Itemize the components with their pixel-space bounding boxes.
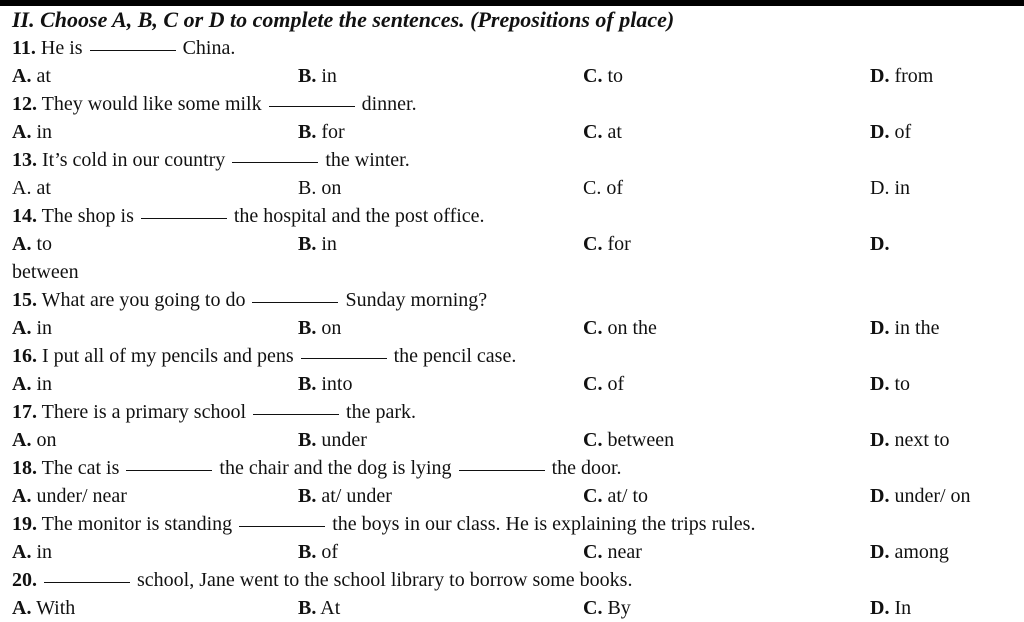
- option-letter: C.: [583, 373, 603, 395]
- option-19-c: [583, 538, 642, 566]
- option-text: to: [894, 373, 911, 395]
- option-text: at/ under: [321, 485, 392, 507]
- option-16-a: [12, 370, 52, 398]
- option-12-d: [870, 118, 911, 146]
- question-text: What are you going to do: [41, 289, 246, 311]
- option-19-d: [870, 538, 949, 566]
- option-letter: B.: [298, 317, 317, 339]
- option-letter: D.: [870, 541, 890, 563]
- option-14-c: [583, 230, 631, 258]
- question-17: [12, 398, 416, 426]
- question-12: [12, 90, 417, 118]
- option-text: In: [894, 597, 912, 619]
- option-letter: C.: [583, 65, 603, 87]
- question-text: The cat is: [41, 457, 120, 479]
- option-text: in: [36, 541, 53, 563]
- option-letter: A.: [12, 121, 32, 143]
- option-text: to: [36, 233, 53, 255]
- question-text: the park.: [346, 401, 416, 423]
- option-18-a: [12, 482, 127, 510]
- question-text: The monitor is standing: [41, 513, 233, 535]
- option-text: under: [321, 429, 367, 451]
- option-text: into: [321, 373, 353, 395]
- option-letter: A.: [12, 541, 32, 563]
- option-17-b: [298, 426, 367, 454]
- answer-blank: [44, 581, 130, 583]
- question-text: There is a primary school: [41, 401, 247, 423]
- option-letter: A.: [12, 65, 32, 87]
- option-11-d: [870, 62, 933, 90]
- question-text: the hospital and the post office.: [233, 205, 485, 227]
- option-17-d: [870, 426, 949, 454]
- option-letter: D.: [870, 485, 890, 507]
- option-text: At: [320, 597, 341, 619]
- option-19-a: [12, 538, 52, 566]
- question-20: [12, 566, 632, 594]
- option-letter: C.: [583, 233, 603, 255]
- option-16-c: [583, 370, 624, 398]
- question-text: It’s cold in our country: [42, 149, 226, 171]
- option-letter: B.: [298, 121, 317, 143]
- option-text: among: [894, 541, 949, 563]
- option-text: in the: [894, 317, 940, 339]
- option-text: in: [321, 233, 337, 255]
- option-letter: B.: [298, 541, 317, 563]
- answer-blank: [269, 105, 355, 107]
- option-letter: B.: [298, 485, 317, 507]
- option-14-b: [298, 230, 337, 258]
- option-text: With: [36, 597, 76, 619]
- option-18-d: [870, 482, 971, 510]
- answer-blank: [126, 469, 212, 471]
- question-11: [12, 34, 235, 62]
- question-text: the winter.: [325, 149, 410, 171]
- option-11-c: [583, 62, 623, 90]
- question-text: school, Jane went to the school library to borrow some books.: [137, 569, 633, 591]
- question-text: dinner.: [361, 93, 417, 115]
- option-13-d: [870, 174, 910, 202]
- option-12-c: [583, 118, 622, 146]
- question-text: He is: [40, 37, 83, 59]
- option-20-a: [12, 594, 75, 622]
- option-text: of: [321, 541, 339, 563]
- option-17-c: [583, 426, 674, 454]
- option-text: next to: [894, 429, 950, 451]
- question-number: 19.: [12, 513, 37, 535]
- option-letter: C.: [583, 177, 602, 199]
- option-text: under/ on: [894, 485, 971, 507]
- top-border: [0, 0, 1024, 6]
- option-15-a: [12, 314, 52, 342]
- exercise-title: II. Choose A, B, C or D to complete the sentences. (Prepositions of place): [12, 7, 675, 32]
- option-letter: A.: [12, 317, 32, 339]
- question-text: China.: [182, 37, 236, 59]
- option-text: at: [607, 121, 622, 143]
- option-20-d: [870, 594, 911, 622]
- option-letter: D.: [870, 317, 890, 339]
- option-text: on: [321, 177, 342, 199]
- question-number: 13.: [12, 149, 37, 171]
- option-text: on the: [607, 317, 657, 339]
- option-18-c: [583, 482, 648, 510]
- option-letter: A.: [12, 177, 32, 199]
- option-19-b: [298, 538, 338, 566]
- option-letter: C.: [583, 597, 603, 619]
- option-text: at: [36, 177, 51, 199]
- option-letter: B.: [298, 65, 317, 87]
- question-text: the boys in our class. He is explaining the trips rules.: [332, 513, 756, 535]
- option-12-b: [298, 118, 345, 146]
- question-number: 20.: [12, 569, 37, 591]
- option-letter: A.: [12, 233, 32, 255]
- option-text: in: [321, 65, 337, 87]
- option-letter: D.: [870, 177, 890, 199]
- option-text: between: [607, 429, 675, 451]
- option-letter: C.: [583, 541, 603, 563]
- option-text: near: [607, 541, 642, 563]
- option-letter: B.: [298, 177, 317, 199]
- answer-blank: [239, 525, 325, 527]
- question-text: the pencil case.: [393, 345, 517, 367]
- question-19: [12, 510, 755, 538]
- option-text: for: [607, 233, 631, 255]
- option-letter: D.: [870, 429, 890, 451]
- option-20-c: [583, 594, 631, 622]
- option-17-a: [12, 426, 56, 454]
- question-15: [12, 286, 487, 314]
- question-number: 11.: [12, 37, 36, 59]
- option-text: at: [36, 65, 51, 87]
- option-11-b: [298, 62, 337, 90]
- option-letter: C.: [583, 429, 603, 451]
- answer-blank: [459, 469, 545, 471]
- option-15-b: [298, 314, 341, 342]
- option-11-a: [12, 62, 51, 90]
- question-13: [12, 146, 410, 174]
- question-number: 12.: [12, 93, 37, 115]
- answer-blank: [232, 161, 318, 163]
- option-letter: D.: [870, 121, 890, 143]
- question-number: 16.: [12, 345, 37, 367]
- option-13-a: [12, 174, 51, 202]
- option-text: at/ to: [607, 485, 648, 507]
- answer-blank: [252, 301, 338, 303]
- option-text: By: [607, 597, 631, 619]
- question-16: [12, 342, 516, 370]
- option-14-a: [12, 230, 52, 258]
- option-13-b: [298, 174, 341, 202]
- question-number: 14.: [12, 205, 37, 227]
- option-16-d: [870, 370, 910, 398]
- option-20-b: [298, 594, 340, 622]
- question-number: 18.: [12, 457, 37, 479]
- question-text: The shop is: [41, 205, 134, 227]
- option-letter: A.: [12, 597, 32, 619]
- option-text: in: [894, 177, 911, 199]
- question-text: I put all of my pencils and pens: [42, 345, 294, 367]
- option-text: of: [894, 121, 912, 143]
- option-text: for: [321, 121, 345, 143]
- option-16-b: [298, 370, 352, 398]
- option-letter: B.: [298, 373, 317, 395]
- option-text: of: [607, 373, 625, 395]
- option-14-d-wrap: between: [12, 261, 79, 283]
- question-18: [12, 454, 622, 482]
- option-letter: A.: [12, 429, 32, 451]
- option-text: in: [36, 373, 53, 395]
- answer-blank: [301, 357, 387, 359]
- option-letter: A.: [12, 485, 32, 507]
- option-letter: C.: [583, 485, 603, 507]
- question-text: the door.: [551, 457, 622, 479]
- option-14-d: [870, 230, 889, 258]
- option-text: from: [894, 65, 934, 87]
- question-number: 17.: [12, 401, 37, 423]
- question-text: the chair and the dog is lying: [219, 457, 452, 479]
- option-text: in: [36, 121, 53, 143]
- option-18-b: [298, 482, 392, 510]
- option-text: to: [607, 65, 624, 87]
- answer-blank: [253, 413, 339, 415]
- option-text: under/ near: [36, 485, 127, 507]
- question-text: Sunday morning?: [345, 289, 488, 311]
- option-letter: C.: [583, 121, 603, 143]
- option-15-d: [870, 314, 939, 342]
- option-text: on: [36, 429, 57, 451]
- option-text: of: [606, 177, 624, 199]
- question-14: [12, 202, 485, 230]
- option-13-c: [583, 174, 623, 202]
- option-letter: D.: [870, 233, 890, 255]
- option-letter: D.: [870, 373, 890, 395]
- option-letter: D.: [870, 597, 890, 619]
- option-text: on: [321, 317, 342, 339]
- option-12-a: [12, 118, 52, 146]
- option-letter: B.: [298, 233, 317, 255]
- option-letter: B.: [298, 597, 317, 619]
- option-15-c: [583, 314, 657, 342]
- answer-blank: [90, 49, 176, 51]
- option-text: in: [36, 317, 53, 339]
- option-letter: C.: [583, 317, 603, 339]
- answer-blank: [141, 217, 227, 219]
- question-number: 15.: [12, 289, 37, 311]
- question-text: They would like some milk: [41, 93, 262, 115]
- option-letter: D.: [870, 65, 890, 87]
- option-letter: B.: [298, 429, 317, 451]
- option-letter: A.: [12, 373, 32, 395]
